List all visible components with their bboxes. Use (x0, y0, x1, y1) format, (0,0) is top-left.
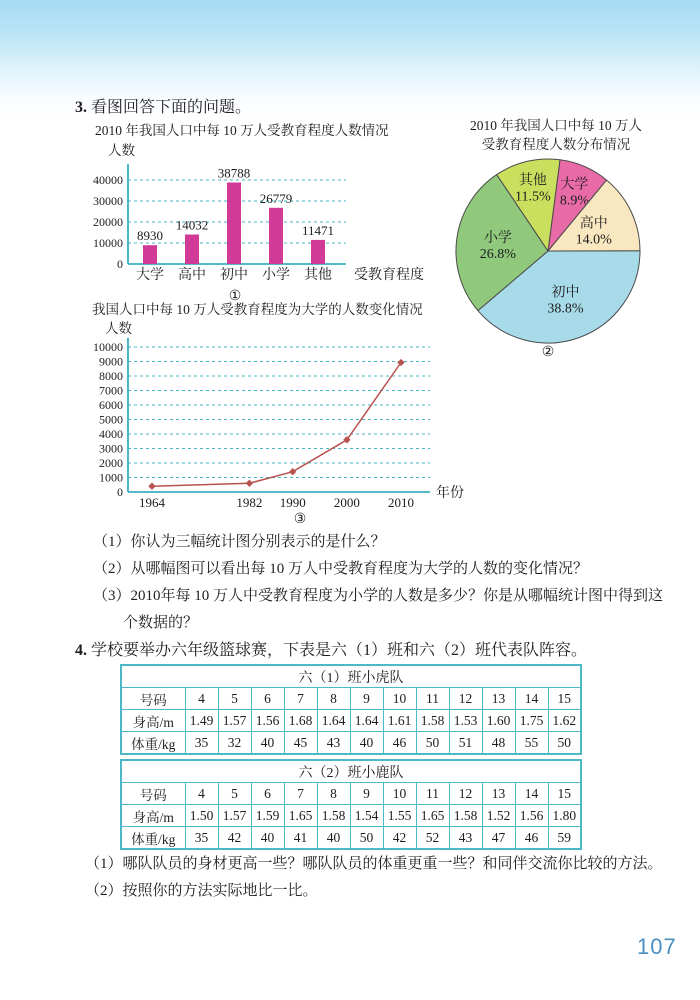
team2-cell: 1.65 (284, 805, 317, 827)
y-tick-label: 0 (117, 485, 123, 499)
y-tick-label: 5000 (99, 412, 123, 427)
team2-row-2 (121, 827, 581, 850)
team2-table (120, 759, 582, 850)
team2-rowheader: 号码 (121, 783, 185, 805)
team2-cell: 11 (416, 783, 449, 805)
pie-chart-title (425, 116, 687, 154)
team2-cell: 1.52 (482, 805, 515, 827)
problem3-question-2: （2）从哪幅图可以看出每 10 万人中受教育程度为大学的人数的变化情况？ (93, 561, 589, 577)
pie-slice-pct: 8.9% (559, 193, 590, 209)
team1-cell: 15 (548, 688, 581, 710)
pie-title-line2: 受教育程度人数分布情况 (481, 137, 631, 152)
problem3-questions (93, 529, 665, 637)
team2-cell: 1.50 (185, 805, 218, 827)
x-tick-label: 1982 (236, 495, 263, 510)
team1-row-2 (121, 732, 581, 755)
team1-cell: 1.64 (350, 710, 383, 732)
team2-cell: 1.56 (515, 805, 548, 827)
team1-cell: 1.53 (449, 710, 482, 732)
bar-高中 (185, 235, 199, 265)
pie-slice-label: 小学 (483, 231, 512, 247)
team2-cell: 4 (185, 783, 218, 805)
x-category-label: 高中 (178, 268, 206, 283)
team1-table-container (120, 664, 582, 755)
problem4-question-2: （2）按照你的方法实际地比一比。 (85, 883, 318, 899)
team1-cell: 50 (548, 732, 581, 755)
team2-cell: 8 (317, 783, 350, 805)
y-tick-label: 7000 (99, 383, 123, 398)
pie-slice-label: 初中 (551, 285, 580, 301)
problem4-question-1: （1）哪队队员的身材更高一些？哪队队员的体重更重一些？和同伴交流你比较的方法。 (85, 856, 663, 872)
team2-cell: 40 (317, 827, 350, 850)
team1-cell: 9 (350, 688, 383, 710)
team1-cell: 12 (449, 688, 482, 710)
team2-cell: 41 (284, 827, 317, 850)
y-tick-label: 30000 (93, 194, 123, 208)
problem3-heading (75, 98, 251, 118)
x-tick-label: 2010 (387, 495, 414, 510)
data-point (246, 480, 253, 487)
team2-cell: 35 (185, 827, 218, 850)
x-axis-title: 受教育程度 (354, 268, 424, 283)
bar-小学 (269, 208, 283, 264)
bar-其他 (311, 240, 325, 264)
pie-chart-caption: ② (541, 345, 555, 360)
team1-cell: 1.56 (251, 710, 284, 732)
bar-chart-title: 2010 年我国人口中每 10 万人受教育程度人数情况 (95, 123, 389, 138)
x-tick-label: 1990 (279, 495, 306, 510)
team1-cell: 6 (251, 688, 284, 710)
team1-cell: 4 (185, 688, 218, 710)
bar-chart (70, 152, 440, 287)
team1-rowheader: 体重/kg (121, 732, 185, 755)
team1-cell: 45 (284, 732, 317, 755)
problem3-question-3: （3）2010年每 10 万人中受教育程度为小学的人数是多少？你是从哪幅统计图中得到这个数据的？ (93, 588, 664, 631)
pie-chart (453, 156, 643, 346)
team2-cell: 42 (218, 827, 251, 850)
team2-cell: 14 (515, 783, 548, 805)
team2-cell: 40 (251, 827, 284, 850)
team1-cell: 14 (515, 688, 548, 710)
team1-cell: 1.58 (416, 710, 449, 732)
pie-slice-pct: 38.8% (547, 301, 584, 317)
team1-row-1 (121, 710, 581, 732)
data-point (148, 483, 155, 490)
team2-cell: 43 (449, 827, 482, 850)
team2-cell: 42 (383, 827, 416, 850)
team1-cell: 10 (383, 688, 416, 710)
team1-cell: 46 (383, 732, 416, 755)
problem4-number: 4. (75, 642, 87, 659)
team1-cell: 5 (218, 688, 251, 710)
y-tick-label: 20000 (93, 215, 123, 229)
team2-cell: 1.58 (317, 805, 350, 827)
team1-cell: 40 (350, 732, 383, 755)
team1-cell: 50 (416, 732, 449, 755)
team1-cell: 1.64 (317, 710, 350, 732)
problem3-text: 看图回答下面的问题。 (91, 99, 252, 116)
y-tick-label: 0 (117, 257, 123, 271)
y-tick-label: 10000 (93, 340, 123, 354)
team1-cell: 13 (482, 688, 515, 710)
team2-cell: 6 (251, 783, 284, 805)
pie-slice-pct: 11.5% (515, 189, 551, 205)
team1-row-0 (121, 688, 581, 710)
x-axis-title: 年份 (436, 486, 464, 501)
pie-slice-pct: 26.8% (479, 247, 516, 263)
pie-slice-label: 高中 (579, 216, 608, 232)
team2-cell: 47 (482, 827, 515, 850)
team2-cell: 12 (449, 783, 482, 805)
problem3-number: 3. (75, 99, 87, 116)
pie-slice-label: 大学 (560, 177, 589, 193)
team2-cell: 1.59 (251, 805, 284, 827)
team1-cell: 48 (482, 732, 515, 755)
line-chart-title: 我国人口中每 10 万人受教育程度为大学的人数变化情况 (92, 302, 423, 317)
team2-cell: 46 (515, 827, 548, 850)
team2-cell: 50 (350, 827, 383, 850)
bar-value-label: 26779 (259, 190, 293, 206)
x-category-label: 初中 (220, 268, 248, 283)
team1-cell: 43 (317, 732, 350, 755)
team2-caption: 六（2）班小鹿队 (121, 760, 581, 783)
bar-大学 (143, 245, 157, 264)
y-tick-label: 4000 (99, 427, 123, 441)
bar-value-label: 38788 (217, 165, 251, 181)
x-tick-label: 2000 (333, 495, 360, 510)
team2-cell: 1.65 (416, 805, 449, 827)
problem3-question-1: （1）你认为三幅统计图分别表示的是什么？ (93, 534, 386, 550)
page-number: 107 (637, 934, 677, 959)
y-tick-label: 8000 (99, 369, 123, 383)
team2-cell: 5 (218, 783, 251, 805)
team1-cell: 51 (449, 732, 482, 755)
team1-cell: 7 (284, 688, 317, 710)
team1-cell: 32 (218, 732, 251, 755)
bar-value-label: 8930 (137, 228, 163, 244)
team1-cell: 1.75 (515, 710, 548, 732)
team2-cell: 10 (383, 783, 416, 805)
line-chart (70, 330, 470, 513)
team2-cell: 59 (548, 827, 581, 850)
y-tick-label: 10000 (93, 236, 123, 250)
problem4-text: 学校要举办六年级篮球赛，下表是六（1）班和六（2）班代表队阵容。 (91, 642, 588, 659)
team1-cell: 35 (185, 732, 218, 755)
pie-title-line1: 2010 年我国人口中每 10 万人 (469, 118, 643, 133)
bar-chart-caption: ① (228, 289, 242, 304)
team1-cell: 40 (251, 732, 284, 755)
x-category-label: 大学 (136, 268, 164, 283)
team1-caption: 六（1）班小虎队 (121, 665, 581, 688)
bar-chart-ylabel: 人数 (108, 143, 135, 158)
y-tick-label: 3000 (99, 441, 123, 456)
problem4-questions (85, 851, 665, 905)
line-chart-ylabel: 人数 (105, 321, 132, 336)
team2-row-1 (121, 805, 581, 827)
team2-cell: 13 (482, 783, 515, 805)
team2-cell: 1.80 (548, 805, 581, 827)
y-tick-label: 2000 (99, 456, 123, 470)
team2-cell: 52 (416, 827, 449, 850)
line-chart-caption: ③ (293, 512, 307, 527)
team1-cell: 8 (317, 688, 350, 710)
data-point (289, 468, 296, 475)
team2-cell: 9 (350, 783, 383, 805)
team1-cell: 55 (515, 732, 548, 755)
team1-table (120, 664, 582, 755)
y-tick-label: 40000 (93, 173, 123, 187)
team2-cell: 15 (548, 783, 581, 805)
y-tick-label: 1000 (99, 470, 123, 485)
team2-cell: 1.57 (218, 805, 251, 827)
x-category-label: 小学 (262, 268, 290, 283)
team1-cell: 1.49 (185, 710, 218, 732)
team1-cell: 1.62 (548, 710, 581, 732)
bar-value-label: 11471 (301, 222, 335, 238)
team2-rowheader: 体重/kg (121, 827, 185, 850)
y-tick-label: 6000 (99, 398, 123, 412)
x-tick-label: 1964 (139, 495, 165, 510)
pie-slice-pct: 14.0% (575, 232, 612, 248)
pie-slice-label: 其他 (518, 173, 547, 189)
team2-cell: 7 (284, 783, 317, 805)
line-series (152, 363, 401, 487)
team1-cell: 1.68 (284, 710, 317, 732)
bar-初中 (227, 183, 241, 265)
team2-cell: 1.55 (383, 805, 416, 827)
x-category-label: 其他 (304, 268, 332, 283)
team1-cell: 1.61 (383, 710, 416, 732)
team2-cell: 1.54 (350, 805, 383, 827)
team1-cell: 11 (416, 688, 449, 710)
team2-table-container (120, 759, 582, 850)
team1-rowheader: 号码 (121, 688, 185, 710)
team2-cell: 1.58 (449, 805, 482, 827)
bar-value-label: 14032 (175, 217, 209, 233)
team2-row-0 (121, 783, 581, 805)
team2-rowheader: 身高/m (121, 805, 185, 827)
y-tick-label: 9000 (99, 354, 123, 369)
team1-rowheader: 身高/m (121, 710, 185, 732)
problem4-heading (75, 641, 587, 661)
team1-cell: 1.57 (218, 710, 251, 732)
team1-cell: 1.60 (482, 710, 515, 732)
